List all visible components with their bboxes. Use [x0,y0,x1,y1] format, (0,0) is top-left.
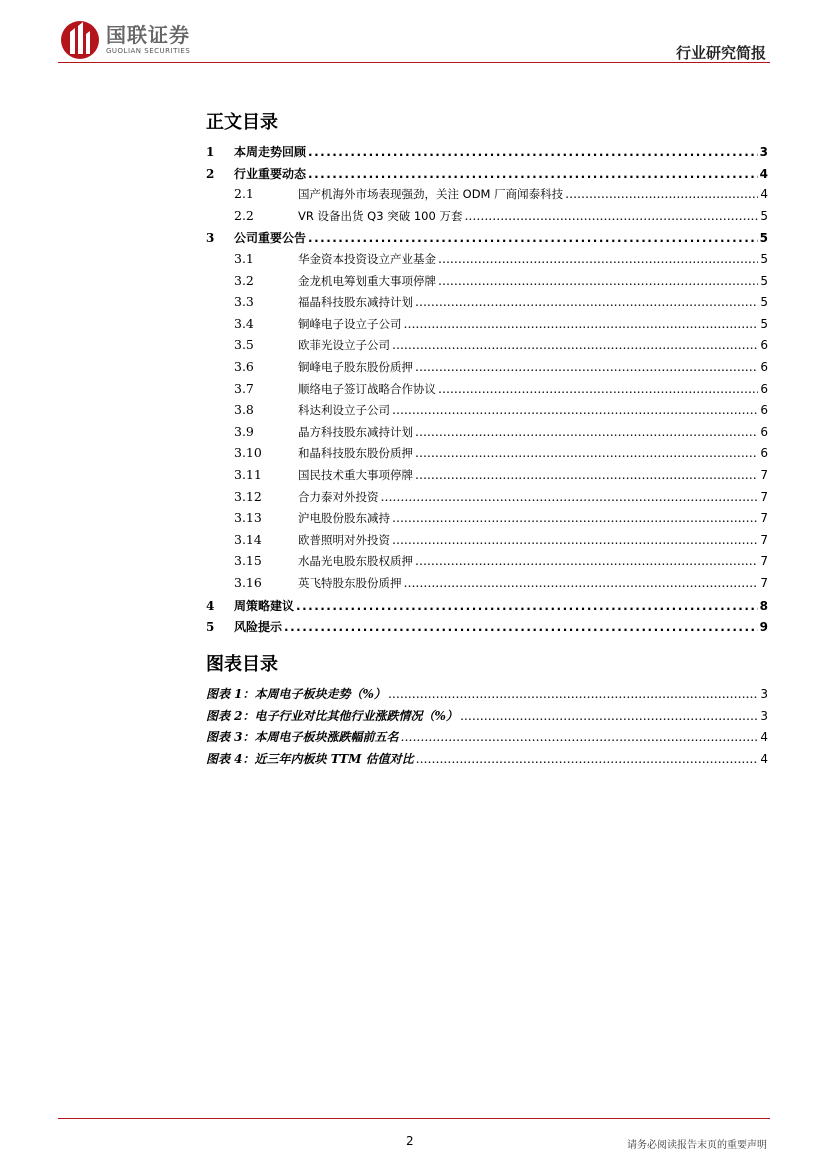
toc-entry-number: 2.2 [234,207,254,223]
toc-entry[interactable] [206,229,768,247]
toc-entry-title: 欧普照明对外投资 [298,532,390,547]
logo-chinese-name: 国联证券 [106,23,190,47]
toc-entry-title: 水晶光电股东股权质押 [298,554,413,569]
toc-entry[interactable] [206,424,768,442]
toc-leader-dots [415,553,758,568]
toc-leader-dots [392,402,758,417]
toc-entry-number: 1 [206,145,215,159]
toc-entry-number: 3.14 [234,531,262,547]
figure-leader-dots [460,708,758,723]
toc-entry-title: 铜峰电子设立子公司 [298,316,402,331]
toc-entry[interactable] [206,445,768,463]
report-type-label: 行业研究简报 [675,44,766,62]
page-number: 2 [406,1134,414,1148]
toc-leader-dots [392,532,758,547]
toc-entry[interactable] [206,143,768,161]
toc-entry-number: 5 [206,620,215,635]
toc-entry-number: 3.2 [234,272,254,288]
toc-entry[interactable] [206,273,768,291]
toc-leader-dots [464,208,758,223]
toc-entry-number: 3.8 [234,402,254,418]
toc-leader-dots [404,575,759,590]
toc-entry-title: 华金资本投资设立产业基金 [298,252,436,266]
toc-entry[interactable] [206,553,768,571]
toc-entry-page: 7 [760,532,768,547]
toc-leader-dots [415,424,758,439]
toc-entry-title: 国产机海外市场表现强劲，关注 ODM 厂商闻泰科技 [298,187,564,202]
toc-entry-number: 2 [206,166,215,181]
header-divider [58,62,770,63]
guolian-logo-icon [60,18,100,62]
toc-leader-dots [381,489,759,504]
toc-entry-page: 8 [759,598,768,613]
toc-entry[interactable] [206,165,768,183]
toc-entry-title: 周策略建议 [234,598,295,613]
toc-entry-title: 福晶科技股东减持计划 [298,295,413,310]
toc-entry[interactable] [206,316,768,334]
toc-entry-page: 4 [760,187,768,202]
figure-entry-title: 图表 1：本周电子板块走势（%） [206,687,386,701]
toc-entry-title: VR 设备出货 Q3 突破 100 万套 [298,208,463,223]
toc-leader-dots [438,273,758,288]
toc-entry[interactable] [206,618,768,636]
toc-entry-page: 6 [760,381,768,396]
toc-entry-title: 欧菲光设立子公司 [298,338,390,353]
toc-leader-dots [415,294,758,309]
toc-entry[interactable] [206,359,768,377]
toc-leader-dots [296,599,758,613]
toc-entry-title: 科达利设立子公司 [298,403,390,418]
toc-leader-dots [404,316,759,331]
toc-entry-title: 行业重要动态 [234,166,307,181]
toc-entry[interactable] [206,251,768,269]
toc-leader-dots [392,510,758,525]
toc-entry-number: 3.12 [234,488,262,504]
toc-entry-number: 3.16 [234,575,262,590]
toc-entry-page: 6 [760,403,768,418]
toc-entry-page: 5 [760,252,768,266]
toc-entry-number: 3.15 [234,553,262,569]
toc-entry-page: 5 [760,295,768,310]
figure-entry-title: 图表 4：近三年内板块 TTM 估值对比 [206,751,414,766]
toc-leader-dots [438,381,758,396]
toc-entry-number: 3.6 [234,359,254,374]
figure-entry-page: 4 [760,751,768,766]
toc-leader-dots [284,620,758,634]
company-logo [60,18,190,62]
toc-entry[interactable] [206,597,768,615]
toc-entry-page: 6 [760,424,768,439]
toc-entry-title: 和晶科技股东股份质押 [298,446,413,461]
figure-entry[interactable] [206,728,768,746]
toc-entry[interactable] [206,381,768,399]
toc-entry[interactable] [206,467,768,485]
toc-entry-number: 3.10 [234,445,262,461]
toc-entry[interactable] [206,208,768,226]
toc-entry-number: 3.9 [234,423,254,439]
toc-leader-dots [415,467,758,482]
toc-entry-page: 9 [759,620,768,635]
page-header [60,14,770,66]
toc-entry-page: 6 [760,360,768,374]
toc-entry[interactable] [206,402,768,420]
figure-entry-title: 图表 2：电子行业对比其他行业涨跌情况（%） [206,708,458,723]
toc-entry-title: 金龙机电筹划重大事项停牌 [298,273,436,288]
toc-entry-page: 7 [760,554,768,569]
toc-entry[interactable] [206,489,768,507]
figure-leader-dots [388,686,758,701]
toc-leader-dots [415,359,758,374]
figure-entry-page: 3 [760,708,768,723]
toc-entry-page: 5 [759,231,768,246]
toc-leader-dots [565,186,758,201]
toc-entry-number: 3.7 [234,380,254,396]
toc-entry-number: 3.5 [234,337,254,353]
toc-leader-dots [308,231,758,245]
toc-entry-title: 英飞特股东股份质押 [298,576,402,590]
toc-leader-dots [308,145,758,159]
toc-entry-page: 4 [759,166,768,181]
figure-entry[interactable] [206,685,768,703]
toc-entry-title: 公司重要公告 [234,231,307,246]
toc-entry-title: 铜峰电子股东股份质押 [298,360,413,374]
toc-entry[interactable] [206,294,768,312]
figures-heading: 图表目录 [206,654,278,675]
toc-entry-title: 沪电股份股东减持 [298,511,390,526]
toc-entry-page: 5 [760,316,768,331]
toc-entry[interactable] [206,510,768,528]
toc-entry-page: 7 [760,468,768,482]
toc-entry-page: 7 [760,511,768,526]
toc-entry-page: 5 [760,273,768,288]
figure-entry-page: 3 [760,687,768,701]
toc-entry-page: 6 [760,338,768,353]
figure-leader-dots [416,751,759,766]
toc-entry[interactable] [206,337,768,355]
toc-entry-title: 本周走势回顾 [234,145,307,159]
toc-entry-number: 3.13 [234,510,262,526]
toc-leader-dots [308,167,758,181]
toc-heading: 正文目录 [206,112,278,133]
toc-entry-page: 5 [760,208,768,223]
toc-entry-number: 3.11 [234,467,262,482]
toc-entry-title: 国民技术重大事项停牌 [298,468,413,482]
figure-entry-page: 4 [760,730,768,745]
figure-leader-dots [401,729,759,744]
toc-entry-page: 6 [760,446,768,461]
footer-divider [58,1118,770,1119]
toc-entry-page: 3 [759,145,768,159]
toc-entry-title: 合力泰对外投资 [298,489,379,504]
toc-leader-dots [415,445,758,460]
figure-entry-title: 图表 3：本周电子板块涨跌幅前五名 [206,730,399,745]
toc-entry-number: 4 [206,598,215,613]
toc-entry-title: 顺络电子签订战略合作协议 [298,381,436,396]
figure-entry[interactable] [206,750,768,768]
toc-entry-number: 3 [206,231,215,246]
toc-entry-number: 2.1 [234,186,254,202]
toc-entry-number: 3.4 [234,315,254,331]
toc-leader-dots [392,337,758,352]
toc-entry-page: 7 [760,576,768,590]
toc-entry-title: 风险提示 [234,620,283,635]
toc-entry[interactable] [206,186,768,204]
toc-entry-number: 3.1 [234,251,254,266]
disclaimer-note: 请务必阅读报告末页的重要声明 [627,1140,767,1151]
toc-entry[interactable] [206,575,768,593]
toc-entry-number: 3.3 [234,294,254,310]
toc-leader-dots [438,251,758,266]
toc-entry-title: 晶方科技股东减持计划 [298,424,413,439]
logo-english-name: GUOLIAN SECURITIES [106,47,191,55]
toc-entry-page: 7 [760,489,768,504]
toc-entry[interactable] [206,532,768,550]
figure-entry[interactable] [206,707,768,725]
